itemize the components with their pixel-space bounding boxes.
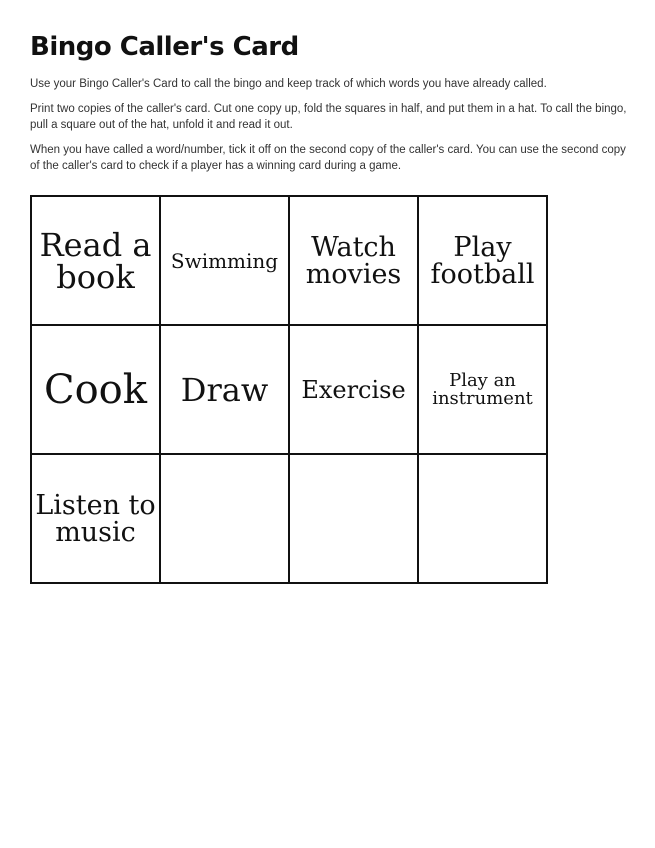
bingo-row [31, 454, 547, 583]
bingo-cell-empty [418, 454, 547, 583]
bingo-cell: Listen to music [31, 454, 160, 583]
bingo-cell: Swimming [160, 196, 289, 325]
page-title: Bingo Caller's Card [30, 32, 299, 62]
bingo-cell-empty [289, 454, 418, 583]
bingo-cell: Cook [31, 325, 160, 454]
bingo-cell: Play an instrument [418, 325, 547, 454]
tick-off-paragraph: When you have called a word/number, tick it off on the second copy of the caller's card. You can use the second copy of the caller's card to check if a player has a winning card during a game. [30, 144, 626, 172]
document-page [30, 30, 630, 183]
bingo-card-grid [30, 195, 548, 584]
bingo-cell: Play football [418, 196, 547, 325]
bingo-cell: Exercise [289, 325, 418, 454]
bingo-cell: Draw [160, 325, 289, 454]
intro-paragraph: Use your Bingo Caller's Card to call the bingo and keep track of which words you have already called. [30, 78, 547, 90]
bingo-cell-empty [160, 454, 289, 583]
bingo-cell: Watch movies [289, 196, 418, 325]
bingo-row [31, 196, 547, 325]
bingo-row [31, 325, 547, 454]
bingo-cell: Read a book [31, 196, 160, 325]
instructions-paragraph: Print two copies of the caller's card. Cut one copy up, fold the squares in half, and put them in a hat. To call the bingo, pull a square out of the hat, unfold it and read it out. [30, 103, 627, 131]
